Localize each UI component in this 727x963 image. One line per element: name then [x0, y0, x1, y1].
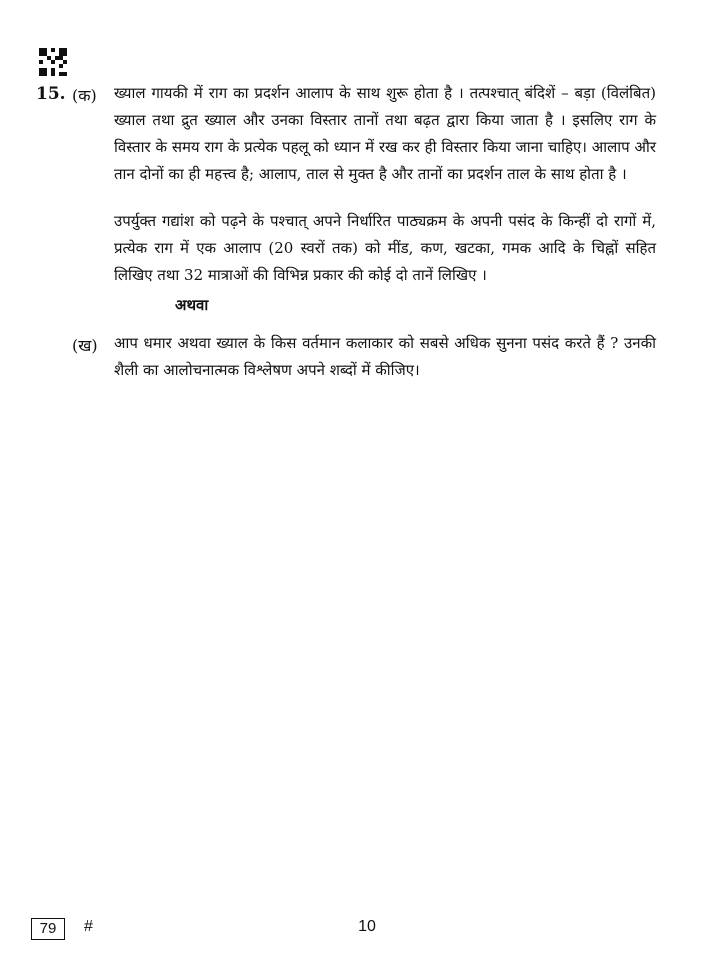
question-number: 15. [36, 84, 66, 104]
part-b-question: आप धमार अथवा ख्याल के किस वर्तमान कलाकार को सबसे अधिक सुनना पसंद करते हैं ? उनकी शैली का आलोचनात्मक विश्लेषण अपने शब्दों में कीजिए। [114, 334, 656, 379]
part-b-label: (ख) [72, 336, 98, 355]
part-a-instruction: उपर्युक्त गद्यांश को पढ़ने के पश्चात् अपने निर्धारित पाठ्यक्रम के अपनी पसंद के किन्हीं दो रागों में, प्रत्येक राग में एक आलाप (20 स्वरों तक) को मींड, कण, खटका, गमक आदि के चिह्नों सहित लिखिए तथा 32 मात्राओं की विभिन्न प्रकार की कोई दो तानें लिखिए । [114, 212, 656, 284]
qr-code-icon [39, 48, 67, 76]
part-a-passage: ख्याल गायकी में राग का प्रदर्शन आलाप के साथ शुरू होता है । तत्पश्चात् बंदिशें – बड़ा (विलंबित) ख्याल तथा द्रुत ख्याल और उनका विस्तार तानों तथा बढ़त द्वारा किया जाता है । इसलिए राग के विस्तार के समय राग के प्रत्येक पहलू को ध्यान में रख कर ही विस्तार किया जाना चाहिए। आलाप और तान दोनों का ही महत्त्व है; आलाप, ताल से मुक्त है और तानों का प्रदर्शन ताल के साथ होता है । [114, 84, 656, 183]
part-a-label: (क) [72, 86, 97, 105]
paper-code-box: 79 [31, 918, 65, 940]
page-number: 10 [358, 918, 376, 935]
or-separator: अथवा [175, 296, 209, 314]
hash-mark: # [84, 918, 93, 935]
